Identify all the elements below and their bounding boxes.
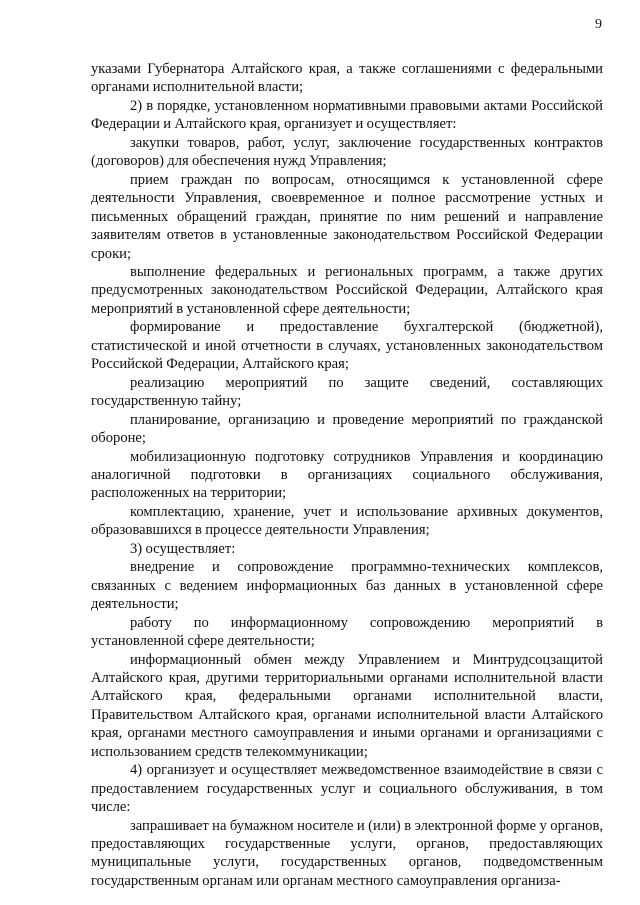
paragraph: комплектацию, хранение, учет и использование архивных документов, образовавшихся в процессе деятельности Управления;	[91, 503, 603, 539]
paragraph: закупки товаров, работ, услуг, заключение государственных контрактов (договоров) для обеспечения нужд Управления;	[91, 134, 603, 170]
paragraph: реализацию мероприятий по защите сведений, составляющих государственную тайну;	[91, 374, 603, 410]
paragraph: мобилизационную подготовку сотрудников Управления и координацию аналогичной подготовки в организациях социального обслуживания, расположенных на территории;	[91, 448, 603, 502]
body-text	[91, 60, 603, 890]
paragraph: 3) осуществляет:	[130, 540, 236, 557]
paragraph: работу по информационному сопровождению мероприятий в установленной сфере деятельности;	[91, 614, 603, 650]
paragraph: информационный обмен между Управлением и Минтрудсоцзащитой Алтайского края, другими территориальными органами исполнительной власти Алтайского края, федеральными органами исполнительной власти, Правительством Алтайского края, органами исполнительной власти Алтайского края, органами местного самоуправления и иными органами и организациями с использованием средств телекоммуникации;	[91, 651, 603, 760]
paragraph: выполнение федеральных и региональных программ, а также других предусмотренных законодательством Российской Федерации, Алтайского края мероприятий в установленной сфере деятельности;	[91, 263, 603, 317]
paragraph: прием граждан по вопросам, относящимся к установленной сфере деятельности Управления, своевременное и полное рассмотрение устных и письменных обращений граждан, принятие по ним решений и направление заявителям ответов в установленные законодательством Российской Федерации сроки;	[91, 171, 603, 262]
page-number: 9	[595, 17, 602, 32]
paragraph: формирование и предоставление бухгалтерской (бюджетной), статистической и иной отчетности в случаях, установленных законодательством Российской Федерации, Алтайского края;	[91, 319, 603, 373]
paragraph: планирование, организацию и проведение мероприятий по гражданской обороне;	[91, 411, 603, 447]
paragraph: запрашивает на бумажном носителе и (или) в электронной форме у органов, предоставляющих государственные услуги, органов, предоставляющих муниципальные услуги, государственных органов, подведомственным государственным органам или органам местного самоуправления организа-	[91, 817, 603, 889]
paragraph: внедрение и сопровождение программно-технических комплексов, связанных с ведением информационных баз данных в установленной сфере деятельности;	[91, 559, 603, 613]
paragraph: 4) организует и осуществляет межведомственное взаимодействие в связи с предоставлением государственных услуг и социального обслуживания, в том числе:	[91, 762, 603, 816]
paragraph: указами Губернатора Алтайского края, а также соглашениями с федеральными органами исполнительной власти;	[91, 61, 603, 96]
paragraph: 2) в порядке, установленном нормативными правовыми актами Российской Федерации и Алтайского края, организует и осуществляет:	[91, 97, 603, 133]
